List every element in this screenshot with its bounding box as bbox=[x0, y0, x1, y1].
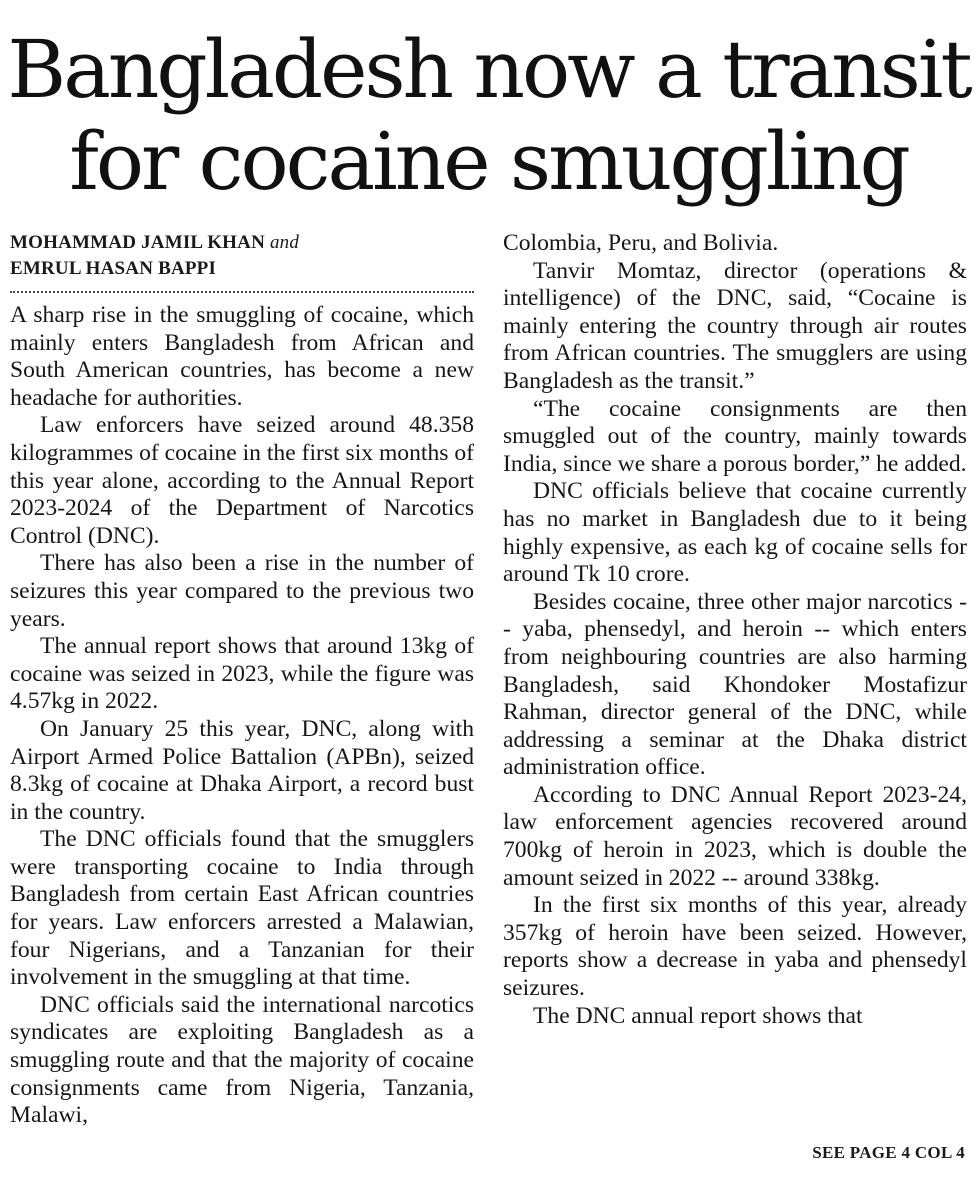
article-paragraph: On January 25 this year, DNC, along with Airport Armed Police Battalion (APBn), seized 8.3kg of cocaine at Dhaka Airport, a record bust in the country. bbox=[10, 715, 474, 825]
byline-divider bbox=[10, 291, 474, 293]
article-paragraph: There has also been a rise in the number of seizures this year compared to the previous two years. bbox=[10, 550, 474, 632]
author-name: MOHAMMAD JAMIL KHAN bbox=[10, 232, 265, 253]
article-paragraph: DNC officials said the international narcotics syndicates are exploiting Bangladesh as a smuggling route and that the majority of cocaine consignments came from Nigeria, Tanzania, Malawi, bbox=[10, 991, 474, 1129]
article-paragraph: DNC officials believe that cocaine currently has no market in Bangladesh due to it being highly expensive, as each kg of cocaine sells for around Tk 10 crore. bbox=[503, 478, 967, 588]
article-paragraph-continuation: Colombia, Peru, and Bolivia. bbox=[503, 230, 779, 256]
byline bbox=[10, 230, 474, 282]
left-column bbox=[10, 230, 474, 1130]
headline bbox=[0, 24, 977, 208]
article-paragraph: In the first six months of this year, already 357kg of heroin have been seized. However, reports show a decrease in yaba and phensedyl seizures. bbox=[503, 892, 967, 1002]
article-paragraph: Tanvir Momtaz, director (operations & intelligence) of the DNC, said, “Cocaine is mainly entering the country through air routes from African countries. The smugglers are using Bangladesh as the transit.” bbox=[503, 257, 967, 394]
byline-conjunction: and bbox=[269, 232, 300, 253]
article-paragraph: A sharp rise in the smuggling of cocaine, which mainly enters Bangladesh from African and South American countries, has become a new headache for authorities. bbox=[10, 302, 474, 411]
article-paragraph: “The cocaine consignments are then smuggled out of the country, mainly towards India, since we share a porous border,” he added. bbox=[503, 395, 967, 477]
article-paragraph: The DNC officials found that the smugglers were transporting cocaine to India through Bangladesh from certain East African countries for years. Law enforcers arrested a Malawian, four Nigerians, and a Tanzanian for their involvement in the smuggling at that time. bbox=[10, 826, 474, 991]
article-paragraph: Law enforcers have seized around 48.358 kilogrammes of cocaine in the first six months of this year alone, according to the Annual Report 2023-2024 of the Department of Narcotics Control (DNC). bbox=[10, 412, 474, 549]
article-paragraph: Besides cocaine, three other major narcotics -- yaba, phensedyl, and heroin -- which enters from neighbouring countries are also harming Bangladesh, said Khondoker Mostafizur Rahman, director general of the DNC, while addressing a seminar at the Dhaka district administration office. bbox=[503, 588, 967, 781]
author-name: EMRUL HASAN BAPPI bbox=[10, 258, 217, 279]
article-paragraph: The annual report shows that around 13kg of cocaine was seized in 2023, while the figure was 4.57kg in 2022. bbox=[10, 633, 474, 715]
article-paragraph: According to DNC Annual Report 2023-24, law enforcement agencies recovered around 700kg of heroin in 2023, which is double the amount seized in 2022 -- around 338kg. bbox=[503, 781, 967, 891]
right-column bbox=[503, 230, 967, 1030]
continued-on-page-line: SEE PAGE 4 COL 4 bbox=[812, 1143, 965, 1162]
article-paragraph: The DNC annual report shows that bbox=[533, 1002, 863, 1029]
headline-line-2: for cocaine smuggling bbox=[69, 115, 908, 208]
headline-line-1: Bangladesh now a transit bbox=[7, 23, 970, 116]
